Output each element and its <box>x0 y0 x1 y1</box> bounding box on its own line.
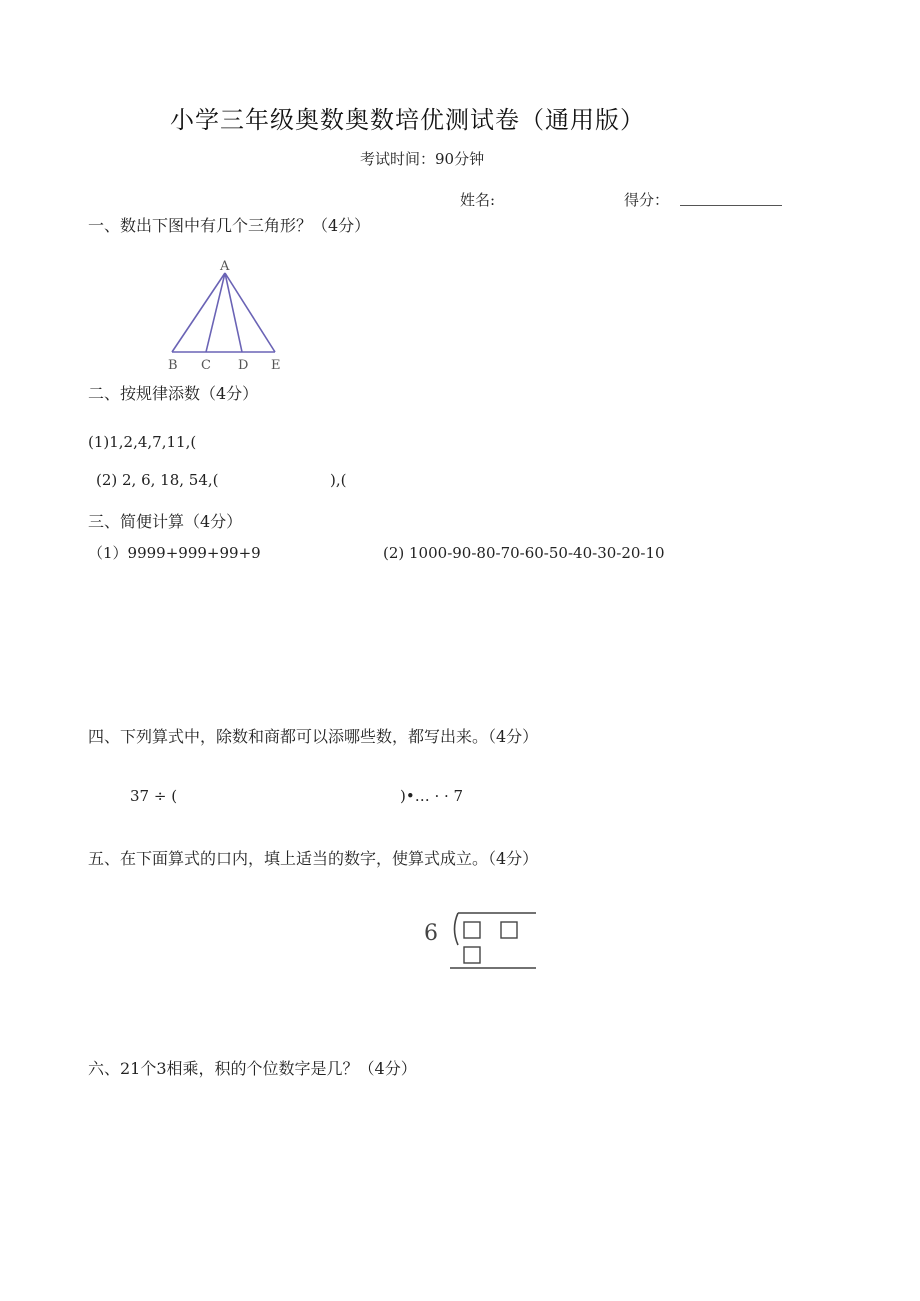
division-expr-right: )•… · · 7 <box>400 787 464 805</box>
score-label: 得分： <box>624 191 670 209</box>
divisor: 6 <box>424 921 438 946</box>
vertex-label-b: B <box>168 358 178 373</box>
name-label: 姓名: <box>460 191 496 209</box>
page-title: 小学三年级奥数奥数培优测试卷（通用版） <box>170 106 645 134</box>
division-expr-left: 37 ÷ ( <box>130 787 178 805</box>
long-division-figure <box>418 905 540 975</box>
sequence-1: (1)1,2,4,7,11,( <box>88 433 197 451</box>
exam-time: 考试时间：90分钟 <box>360 150 485 168</box>
vertex-label-a: A <box>220 259 230 274</box>
question-6: 六、21个3相乘，积的个位数字是几？（4分） <box>88 1059 417 1078</box>
question-2: 二、按规律添数（4分） <box>88 384 259 403</box>
vertex-label-c: C <box>201 358 211 373</box>
score-blank[interactable] <box>680 205 782 206</box>
vertex-label-d: D <box>238 358 249 373</box>
question-3: 三、简便计算（4分） <box>88 512 243 531</box>
calc-2: (2) 1000-90-80-70-60-50-40-30-20-10 <box>383 544 665 562</box>
digit-box-1[interactable] <box>464 922 480 938</box>
sequence-2: (2) 2, 6, 18, 54,( <box>96 471 219 489</box>
question-4: 四、下列算式中，除数和商都可以添哪些数，都写出来。（4分） <box>88 727 539 746</box>
digit-box-2[interactable] <box>501 922 517 938</box>
question-1: 一、数出下图中有几个三角形？（4分） <box>88 216 371 235</box>
sequence-2-tail: ),( <box>330 471 347 489</box>
digit-box-3[interactable] <box>464 947 480 963</box>
triangle-figure <box>160 255 295 375</box>
calc-1: （1）9999+999+99+9 <box>88 544 261 562</box>
vertex-label-e: E <box>271 358 281 373</box>
question-5: 五、在下面算式的口内，填上适当的数字，使算式成立。（4分） <box>88 849 539 868</box>
